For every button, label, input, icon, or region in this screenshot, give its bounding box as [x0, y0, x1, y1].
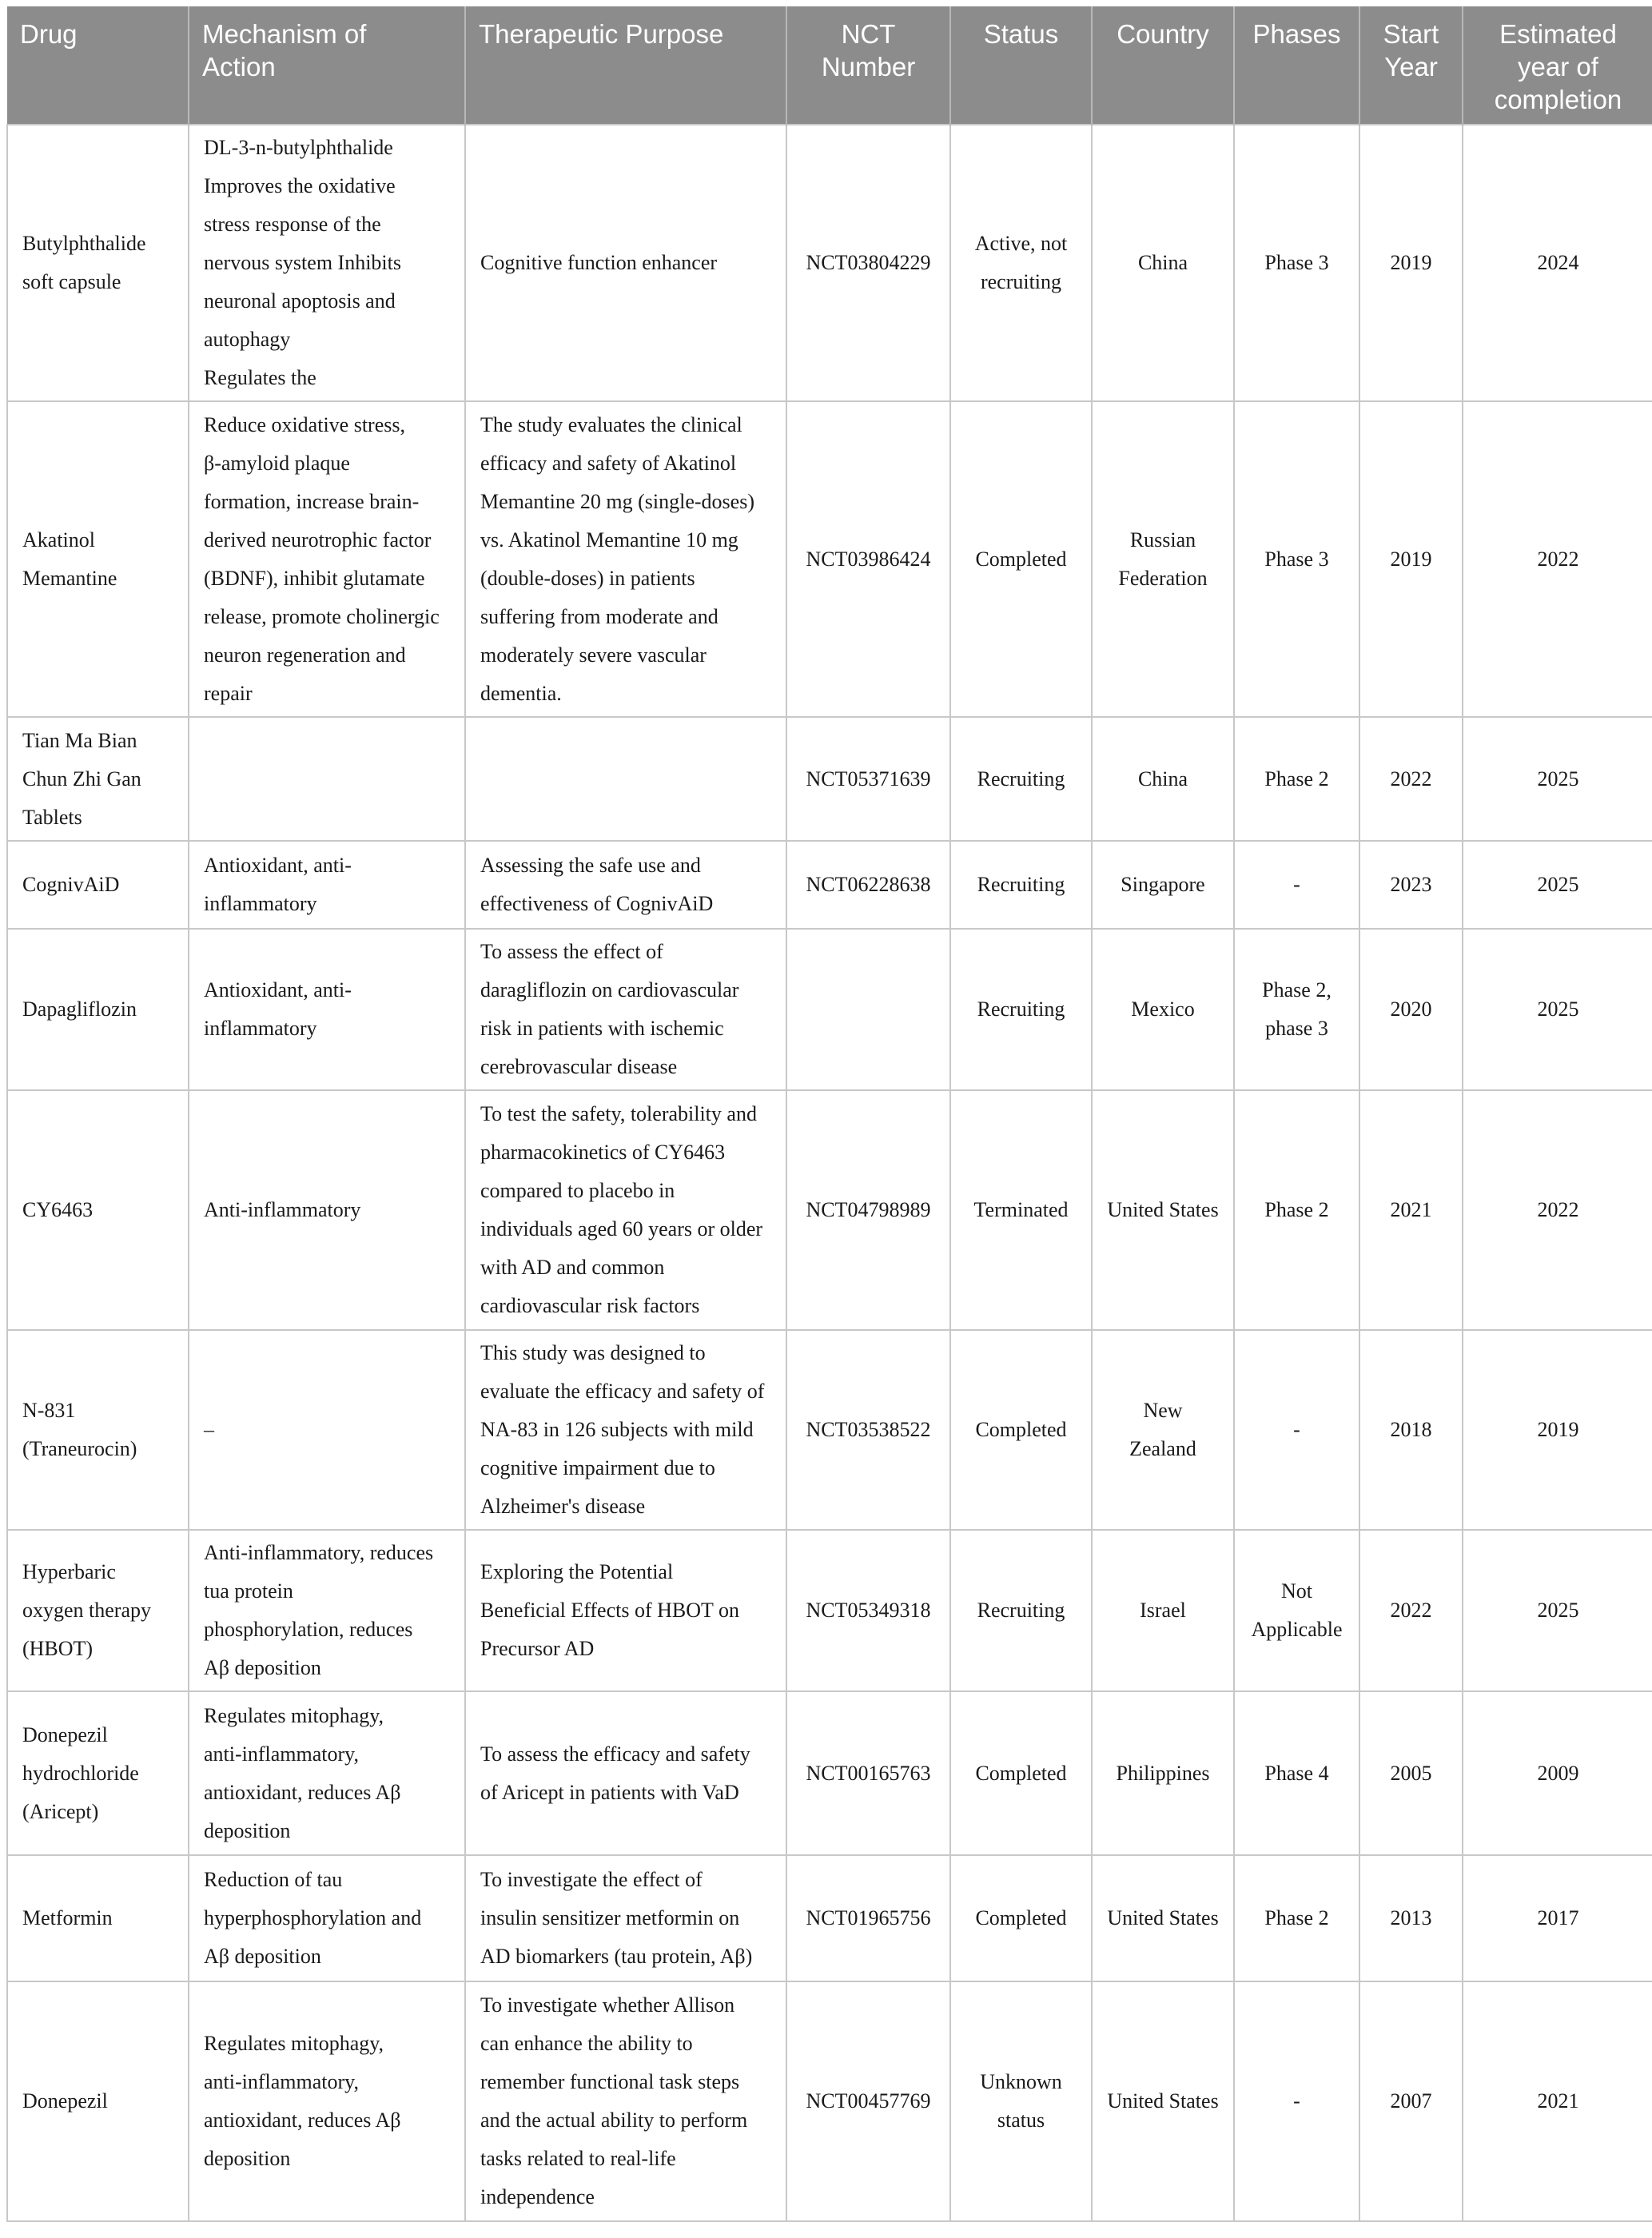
clinical-trials-table	[6, 6, 1652, 2222]
table-row	[7, 841, 1652, 929]
cell-purpose: To investigate whether Allison can enhance the ability to remember functional task steps and the actual ability to perform tasks related to real-life independence	[465, 1981, 786, 2221]
cell-drug: Butylphthalide soft capsule	[7, 125, 189, 401]
cell-status: Recruiting	[950, 841, 1092, 929]
cell-status: Completed	[950, 1330, 1092, 1530]
cell-purpose: To assess the effect of daragliflozin on cardiovascular risk in patients with ischemic cerebrovascular disease	[465, 929, 786, 1090]
cell-drug: CY6463	[7, 1090, 189, 1330]
cell-drug: Metformin	[7, 1855, 189, 1981]
table-row	[7, 929, 1652, 1090]
cell-start-year: 2023	[1359, 841, 1463, 929]
cell-mechanism: DL-3-n-butylphthalide Improves the oxidative stress response of the nervous system Inhibits neuronal apoptosis and autophagy Regulates the	[189, 125, 465, 401]
cell-completion: 2025	[1463, 717, 1652, 841]
table-row	[7, 1691, 1652, 1855]
cell-completion: 2025	[1463, 841, 1652, 929]
table-row	[7, 1330, 1652, 1530]
cell-phases: Phase 4	[1234, 1691, 1359, 1855]
cell-status: Completed	[950, 401, 1092, 717]
cell-purpose: To investigate the effect of insulin sensitizer metformin on AD biomarkers (tau protein, Aβ)	[465, 1855, 786, 1981]
cell-mechanism: Regulates mitophagy, anti-inflammatory, antioxidant, reduces Aβ deposition	[189, 1981, 465, 2221]
col-header-start-year: Start Year	[1359, 6, 1463, 125]
cell-completion: 2009	[1463, 1691, 1652, 1855]
cell-nct: NCT01965756	[786, 1855, 950, 1981]
cell-nct: NCT05371639	[786, 717, 950, 841]
cell-phases: -	[1234, 841, 1359, 929]
col-header-purpose: Therapeutic Purpose	[465, 6, 786, 125]
cell-drug: N-831 (Traneurocin)	[7, 1330, 189, 1530]
cell-mechanism: –	[189, 1330, 465, 1530]
cell-status: Completed	[950, 1691, 1092, 1855]
col-header-drug: Drug	[7, 6, 189, 125]
cell-purpose: Assessing the safe use and effectiveness of CognivAiD	[465, 841, 786, 929]
cell-completion: 2025	[1463, 1530, 1652, 1691]
cell-mechanism: Reduce oxidative stress, β-amyloid plaque formation, increase brain- derived neurotrophic factor (BDNF), inhibit glutamate release, promote cholinergic neuron regeneration and repair	[189, 401, 465, 717]
cell-start-year: 2022	[1359, 717, 1463, 841]
cell-mechanism: Anti-inflammatory	[189, 1090, 465, 1330]
col-header-phases: Phases	[1234, 6, 1359, 125]
cell-nct: NCT06228638	[786, 841, 950, 929]
col-header-nct: NCT Number	[786, 6, 950, 125]
cell-country: Philippines	[1092, 1691, 1234, 1855]
cell-country: United States	[1092, 1090, 1234, 1330]
table-row	[7, 1855, 1652, 1981]
table-row	[7, 717, 1652, 841]
cell-nct	[786, 929, 950, 1090]
cell-completion: 2017	[1463, 1855, 1652, 1981]
cell-mechanism: Antioxidant, anti- inflammatory	[189, 929, 465, 1090]
cell-nct: NCT00457769	[786, 1981, 950, 2221]
col-header-country: Country	[1092, 6, 1234, 125]
cell-country: China	[1092, 125, 1234, 401]
cell-mechanism: Reduction of tau hyperphosphorylation and Aβ deposition	[189, 1855, 465, 1981]
cell-completion: 2022	[1463, 1090, 1652, 1330]
cell-drug: Donepezil hydrochloride (Aricept)	[7, 1691, 189, 1855]
cell-drug: Donepezil	[7, 1981, 189, 2221]
cell-status: Recruiting	[950, 929, 1092, 1090]
cell-phases: Phase 2	[1234, 1090, 1359, 1330]
cell-purpose: This study was designed to evaluate the efficacy and safety of NA-83 in 126 subjects with mild cognitive impairment due to Alzheimer's disease	[465, 1330, 786, 1530]
cell-drug: Akatinol Memantine	[7, 401, 189, 717]
cell-nct: NCT05349318	[786, 1530, 950, 1691]
header-row	[7, 6, 1652, 125]
cell-start-year: 2013	[1359, 1855, 1463, 1981]
cell-nct: NCT03986424	[786, 401, 950, 717]
cell-phases: Not Applicable	[1234, 1530, 1359, 1691]
cell-mechanism: Antioxidant, anti- inflammatory	[189, 841, 465, 929]
cell-country: Russian Federation	[1092, 401, 1234, 717]
table-row	[7, 1981, 1652, 2221]
cell-mechanism: Anti-inflammatory, reduces tua protein phosphorylation, reduces Aβ deposition	[189, 1530, 465, 1691]
cell-country: New Zealand	[1092, 1330, 1234, 1530]
cell-status: Recruiting	[950, 717, 1092, 841]
cell-start-year: 2021	[1359, 1090, 1463, 1330]
cell-nct: NCT03804229	[786, 125, 950, 401]
col-header-mechanism: Mechanism of Action	[189, 6, 465, 125]
cell-purpose: The study evaluates the clinical efficacy and safety of Akatinol Memantine 20 mg (single-doses) vs. Akatinol Memantine 10 mg (double-doses) in patients suffering from moderate and moderately severe vascular dementia.	[465, 401, 786, 717]
cell-country: Singapore	[1092, 841, 1234, 929]
cell-completion: 2019	[1463, 1330, 1652, 1530]
cell-start-year: 2005	[1359, 1691, 1463, 1855]
table-row	[7, 125, 1652, 401]
cell-country: Mexico	[1092, 929, 1234, 1090]
cell-country: United States	[1092, 1855, 1234, 1981]
cell-country: United States	[1092, 1981, 1234, 2221]
cell-start-year: 2018	[1359, 1330, 1463, 1530]
cell-nct: NCT04798989	[786, 1090, 950, 1330]
cell-country: China	[1092, 717, 1234, 841]
cell-mechanism: Regulates mitophagy, anti-inflammatory, antioxidant, reduces Aβ deposition	[189, 1691, 465, 1855]
cell-status: Active, not recruiting	[950, 125, 1092, 401]
table-row	[7, 401, 1652, 717]
cell-mechanism	[189, 717, 465, 841]
cell-completion: 2021	[1463, 1981, 1652, 2221]
cell-phases: Phase 3	[1234, 125, 1359, 401]
cell-purpose: To assess the efficacy and safety of Aricept in patients with VaD	[465, 1691, 786, 1855]
table-row	[7, 1530, 1652, 1691]
cell-nct: NCT00165763	[786, 1691, 950, 1855]
cell-start-year: 2022	[1359, 1530, 1463, 1691]
cell-phases: Phase 2	[1234, 1855, 1359, 1981]
cell-nct: NCT03538522	[786, 1330, 950, 1530]
cell-status: Completed	[950, 1855, 1092, 1981]
cell-completion: 2024	[1463, 125, 1652, 401]
table-row	[7, 1090, 1652, 1330]
cell-phases: Phase 2	[1234, 717, 1359, 841]
cell-phases: Phase 2, phase 3	[1234, 929, 1359, 1090]
cell-phases: -	[1234, 1330, 1359, 1530]
cell-drug: Hyperbaric oxygen therapy (HBOT)	[7, 1530, 189, 1691]
cell-completion: 2025	[1463, 929, 1652, 1090]
cell-start-year: 2019	[1359, 401, 1463, 717]
cell-purpose: To test the safety, tolerability and pharmacokinetics of CY6463 compared to placebo in individuals aged 60 years or older with AD and common cardiovascular risk factors	[465, 1090, 786, 1330]
clinical-trials-table-container	[6, 6, 1652, 2222]
cell-phases: Phase 3	[1234, 401, 1359, 717]
cell-purpose: Exploring the Potential Beneficial Effects of HBOT on Precursor AD	[465, 1530, 786, 1691]
cell-status: Unknown status	[950, 1981, 1092, 2221]
cell-purpose	[465, 717, 786, 841]
cell-drug: CognivAiD	[7, 841, 189, 929]
cell-start-year: 2019	[1359, 125, 1463, 401]
cell-drug: Tian Ma Bian Chun Zhi Gan Tablets	[7, 717, 189, 841]
cell-completion: 2022	[1463, 401, 1652, 717]
cell-start-year: 2020	[1359, 929, 1463, 1090]
cell-status: Recruiting	[950, 1530, 1092, 1691]
cell-start-year: 2007	[1359, 1981, 1463, 2221]
cell-phases: -	[1234, 1981, 1359, 2221]
col-header-status: Status	[950, 6, 1092, 125]
col-header-completion: Estimated year of completion	[1463, 6, 1652, 125]
cell-country: Israel	[1092, 1530, 1234, 1691]
cell-status: Terminated	[950, 1090, 1092, 1330]
cell-drug: Dapagliflozin	[7, 929, 189, 1090]
cell-purpose: Cognitive function enhancer	[465, 125, 786, 401]
